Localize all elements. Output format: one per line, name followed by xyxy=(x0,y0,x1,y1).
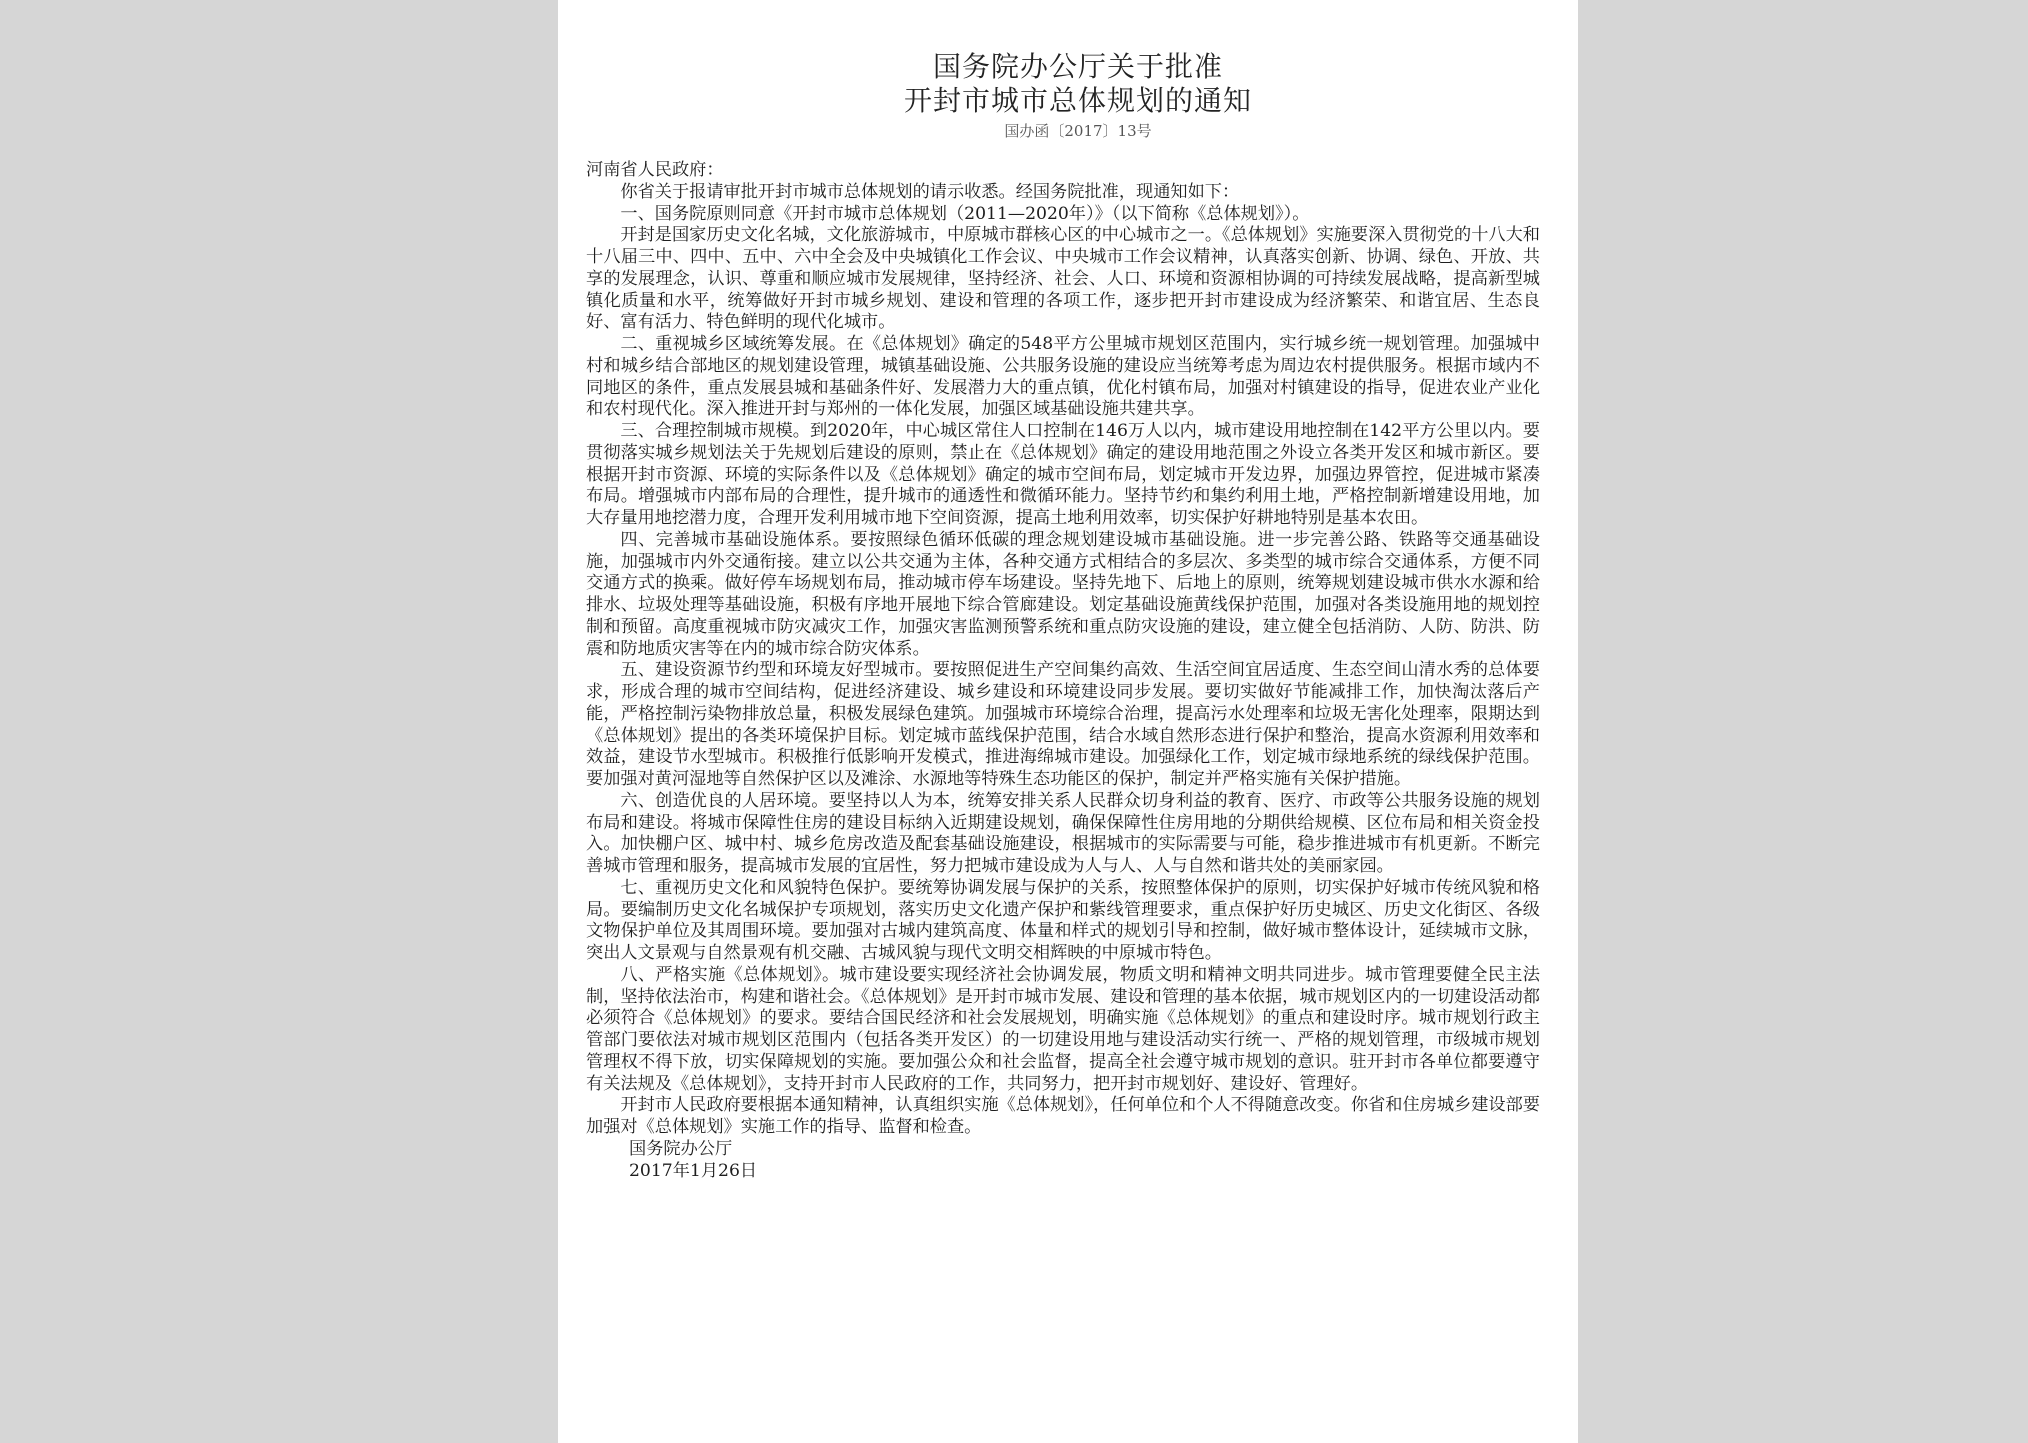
paragraph: 开封市人民政府要根据本通知精神，认真组织实施《总体规划》，任何单位和个人不得随意改变。你省和住房城乡建设部要加强对《总体规划》实施工作的指导、监督和检查。 xyxy=(586,1095,1540,1137)
issue-date: 2017年1月26日 xyxy=(629,1160,758,1181)
paragraph: 四、完善城市基础设施体系。要按照绿色循环低碳的理念规划建设城市基础设施。进一步完善公路、铁路等交通基础设施，加强城市内外交通衔接。建立以公共交通为主体，各种交通方式相结合的多层次、多类型的城市综合交通体系，方便不同交通方式的换乘。做好停车场规划布局，推动城市停车场建设。坚持先地下、后地上的原则，统筹规划建设城市供水水源和给排水、垃圾处理等基础设施，积极有序地开展地下综合管廊建设。划定基础设施黄线保护范围，加强对各类设施用地的规划控制和预留。高度重视城市防灾减灾工作，加强灾害监测预警系统和重点防灾设施的建设，建立健全包括消防、人防、防洪、防震和防地质灾害等在内的城市综合防灾体系。 xyxy=(586,529,1540,659)
paragraph: 六、创造优良的人居环境。要坚持以人为本，统筹安排关系人民群众切身利益的教育、医疗、市政等公共服务设施的规划布局和建设。将城市保障性住房的建设目标纳入近期建设规划，确保保障性住房用地的分期供给规模、区位布局和相关资金投入。加快棚户区、城中村、城乡危房改造及配套基础设施建设，根据城市的实际需要与可能，稳步推进城市有机更新。不断完善城市管理和服务，提高城市发展的宜居性，努力把城市建设成为人与人、人与自然和谐共处的美丽家园。 xyxy=(586,790,1540,876)
salutation: 河南省人民政府： xyxy=(586,160,724,180)
document-title-line-2: 开封市城市总体规划的通知 xyxy=(903,84,1252,117)
document-title-line-1: 国务院办公厅关于批准 xyxy=(932,50,1223,83)
paragraph: 你省关于报请审批开封市城市总体规划的请示收悉。经国务院批准，现通知如下： xyxy=(620,181,1240,202)
paragraph: 二、重视城乡区域统筹发展。在《总体规划》确定的548平方公里城市规划区范围内，实行城乡统一规划管理。加强城中村和城乡结合部地区的规划建设管理，城镇基础设施、公共服务设施的建设应当统筹考虑为周边农村提供服务。根据市域内不同地区的条件，重点发展县城和基础条件好、发展潜力大的重点镇，优化村镇布局，加强对村镇建设的指导，促进农业产业化和农村现代化。深入推进开封与郑州的一体化发展，加强区域基础设施共建共享。 xyxy=(586,334,1540,420)
document-page xyxy=(558,0,1578,1443)
document-number: 国办函〔2017〕13号 xyxy=(1004,122,1152,140)
signatory: 国务院办公厅 xyxy=(629,1138,733,1159)
paragraph: 三、合理控制城市规模。到2020年，中心城区常住人口控制在146万人以内，城市建设用地控制在142平方公里以内。要贯彻落实城乡规划法关于先规划后建设的原则，禁止在《总体规划》确定的建设用地范围之外设立各类开发区和城市新区。要根据开封市资源、环境的实际条件以及《总体规划》确定的城市空间布局，划定城市开发边界，加强边界管控，促进城市紧凑布局。增强城市内部布局的合理性，提升城市的通透性和微循环能力。坚持节约和集约利用土地，严格控制新增建设用地，加大存量用地挖潜力度，合理开发利用城市地下空间资源，提高土地利用效率，切实保护好耕地特别是基本农田。 xyxy=(586,421,1540,528)
paragraph: 七、重视历史文化和风貌特色保护。要统筹协调发展与保护的关系，按照整体保护的原则，切实保护好城市传统风貌和格局。要编制历史文化名城保护专项规划，落实历史文化遗产保护和紫线管理要求，重点保护好历史城区、历史文化街区、各级文物保护单位及其周围环境。要加强对古城内建筑高度、体量和样式的规划引导和控制，做好城市整体设计，延续城市文脉，突出人文景观与自然景观有机交融、古城风貌与现代文明交相辉映的中原城市特色。 xyxy=(586,877,1540,963)
paragraph: 开封是国家历史文化名城，文化旅游城市，中原城市群核心区的中心城市之一。《总体规划》实施要深入贯彻党的十八大和十八届三中、四中、五中、六中全会及中央城镇化工作会议、中央城市工作会议精神，认真落实创新、协调、绿色、开放、共享的发展理念，认识、尊重和顺应城市发展规律，坚持经济、社会、人口、环境和资源相协调的可持续发展战略，提高新型城镇化质量和水平，统筹做好开封市城乡规划、建设和管理的各项工作，逐步把开封市建设成为经济繁荣、和谐宜居、生态良好、富有活力、特色鲜明的现代化城市。 xyxy=(586,225,1540,333)
paragraph: 八、严格实施《总体规划》。城市建设要实现经济社会协调发展，物质文明和精神文明共同进步。城市管理要健全民主法制，坚持依法治市，构建和谐社会。《总体规划》是开封市城市发展、建设和管理的基本依据，城市规划区内的一切建设活动都必须符合《总体规划》的要求。要结合国民经济和社会发展规划，明确实施《总体规划》的重点和建设时序。城市规划行政主管部门要依法对城市规划区范围内（包括各类开发区）的一切建设用地与建设活动实行统一、严格的规划管理，市级城市规划管理权不得下放，切实保障规划的实施。要加强公众和社会监督，提高全社会遵守城市规划的意识。驻开封市各单位都要遵守有关法规及《总体规划》，支持开封市人民政府的工作，共同努力，把开封市规划好、建设好、管理好。 xyxy=(586,964,1540,1094)
paragraph: 五、建设资源节约型和环境友好型城市。要按照促进生产空间集约高效、生活空间宜居适度、生态空间山清水秀的总体要求，形成合理的城市空间结构，促进经济建设、城乡建设和环境建设同步发展。要切实做好节能减排工作，加快淘汰落后产能，严格控制污染物排放总量，积极发展绿色建筑。加强城市环境综合治理，提高污水处理率和垃圾无害化处理率，限期达到《总体规划》提出的各类环境保护目标。划定城市蓝线保护范围，结合水域自然形态进行保护和整治，提高水资源利用效率和效益，建设节水型城市。积极推行低影响开发模式，推进海绵城市建设。加强绿化工作，划定城市绿地系统的绿线保护范围。要加强对黄河湿地等自然保护区以及滩涂、水源地等特殊生态功能区的保护，制定并严格实施有关保护措施。 xyxy=(586,660,1540,789)
document-body xyxy=(586,160,1540,1182)
signature-block xyxy=(586,1139,1540,1183)
paragraph: 一、国务院原则同意《开封市城市总体规划（2011—2020年）》（以下简称《总体规划》）。 xyxy=(620,203,1310,224)
title-block xyxy=(616,50,1540,142)
